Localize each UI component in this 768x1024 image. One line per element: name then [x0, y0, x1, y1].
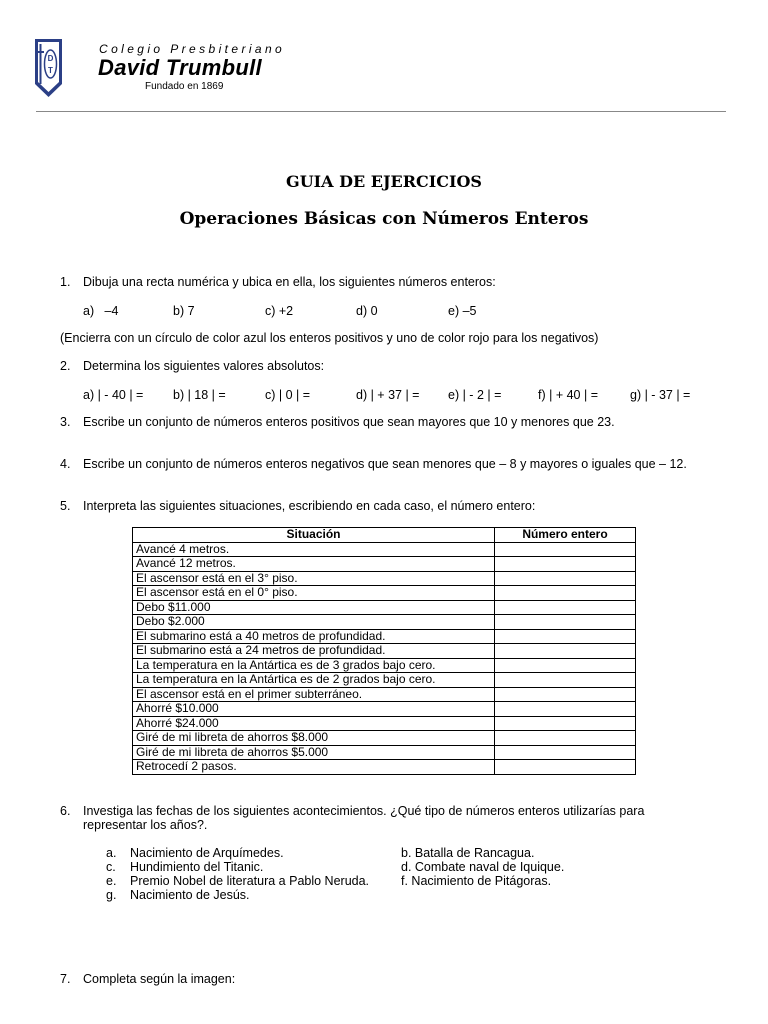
- q6-text-line1: Investiga las fechas de los siguientes acontecimientos. ¿Qué tipo de números enteros utilizarías para: [83, 804, 645, 818]
- header-divider: [36, 111, 726, 112]
- q1-text: Dibuja una recta numérica y ubica en ella, los siguientes números enteros:: [83, 275, 496, 289]
- column-header-situation: Situación: [133, 528, 495, 543]
- q6-text-line2: representar los años?.: [83, 818, 208, 832]
- q6-item-label: a.: [106, 846, 117, 860]
- q6-item-text: Nacimiento de Arquímedes.: [130, 846, 284, 860]
- answer-cell[interactable]: [495, 745, 636, 760]
- situations-table: [132, 527, 636, 775]
- answer-cell[interactable]: [495, 673, 636, 688]
- q2-option: b) | 18 | =: [173, 388, 226, 402]
- school-name-line1: Colegio Presbiteriano: [99, 42, 286, 56]
- table-row: [133, 716, 636, 731]
- q6-item-label: e.: [106, 874, 117, 888]
- table-row: [133, 600, 636, 615]
- table-row: [133, 615, 636, 630]
- q1-note: (Encierra con un círculo de color azul los enteros positivos y uno de color rojo para los negativos): [60, 331, 599, 345]
- q6-number: 6.: [60, 804, 71, 818]
- q2-number: 2.: [60, 359, 71, 373]
- table-row: [133, 673, 636, 688]
- answer-cell[interactable]: [495, 760, 636, 775]
- table-row: [133, 658, 636, 673]
- q2-option: a) | - 40 | =: [83, 388, 144, 402]
- q6-item-right: b. Batalla de Rancagua.: [401, 846, 535, 860]
- answer-cell[interactable]: [495, 557, 636, 572]
- q4-number: 4.: [60, 457, 71, 471]
- situation-cell: Giré de mi libreta de ahorros $5.000: [133, 745, 495, 760]
- page-title: GUIA DE EJERCICIOS: [286, 172, 482, 191]
- q3-text: Escribe un conjunto de números enteros positivos que sean mayores que 10 y menores que 23.: [83, 415, 615, 429]
- situation-cell: El ascensor está en el primer subterráneo.: [133, 687, 495, 702]
- page-subtitle: Operaciones Básicas con Números Enteros: [179, 209, 589, 229]
- founded-text: Fundado en 1869: [145, 81, 224, 92]
- table-row: [133, 571, 636, 586]
- q1-number: 1.: [60, 275, 71, 289]
- situation-cell: El ascensor está en el 0° piso.: [133, 586, 495, 601]
- table-row: [133, 731, 636, 746]
- table-row: [133, 557, 636, 572]
- q2-option: c) | 0 | =: [265, 388, 311, 402]
- situation-cell: Giré de mi libreta de ahorros $8.000: [133, 731, 495, 746]
- q5-text: Interpreta las siguientes situaciones, escribiendo en cada caso, el número entero:: [83, 499, 536, 513]
- answer-cell[interactable]: [495, 586, 636, 601]
- school-name-line2: David Trumbull: [98, 55, 262, 80]
- situation-cell: La temperatura en la Antártica es de 2 grados bajo cero.: [133, 673, 495, 688]
- situation-cell: Avancé 12 metros.: [133, 557, 495, 572]
- q6-item-label: g.: [106, 888, 117, 902]
- answer-cell[interactable]: [495, 629, 636, 644]
- answer-cell[interactable]: [495, 731, 636, 746]
- situation-cell: Retrocedí 2 pasos.: [133, 760, 495, 775]
- q1-option: c) +2: [265, 304, 294, 318]
- q6-item-text: Premio Nobel de literatura a Pablo Neruda.: [130, 874, 370, 888]
- table-row: [133, 760, 636, 775]
- q6-item-right: f. Nacimiento de Pitágoras.: [401, 874, 552, 888]
- situation-cell: Ahorré $24.000: [133, 716, 495, 731]
- q7-text: Completa según la imagen:: [83, 972, 236, 986]
- q6-item-text: Hundimiento del Titanic.: [130, 860, 264, 874]
- table-row: [133, 629, 636, 644]
- answer-cell[interactable]: [495, 571, 636, 586]
- q6-item-right: d. Combate naval de Iquique.: [401, 860, 565, 874]
- answer-cell[interactable]: [495, 702, 636, 717]
- table-row: [133, 644, 636, 659]
- situation-cell: Debo $2.000: [133, 615, 495, 630]
- table-row: [133, 745, 636, 760]
- q1-option: d) 0: [356, 304, 378, 318]
- answer-cell[interactable]: [495, 644, 636, 659]
- situation-cell: El ascensor está en el 3° piso.: [133, 571, 495, 586]
- situation-cell: Ahorré $10.000: [133, 702, 495, 717]
- table-row: [133, 586, 636, 601]
- q6-item-label: c.: [106, 860, 116, 874]
- column-header-number: Número entero: [495, 528, 636, 543]
- q6-item-text: Nacimiento de Jesús.: [130, 888, 250, 902]
- svg-text:T: T: [48, 66, 53, 75]
- q2-option: d) | + 37 | =: [356, 388, 420, 402]
- q7-number: 7.: [60, 972, 71, 986]
- q2-option: f) | + 40 | =: [538, 388, 598, 402]
- q3-number: 3.: [60, 415, 71, 429]
- answer-cell[interactable]: [495, 542, 636, 557]
- situation-cell: Debo $11.000: [133, 600, 495, 615]
- answer-cell[interactable]: [495, 716, 636, 731]
- situation-cell: La temperatura en la Antártica es de 3 grados bajo cero.: [133, 658, 495, 673]
- q2-option: g) | - 37 | =: [630, 388, 691, 402]
- answer-cell[interactable]: [495, 687, 636, 702]
- q1-option: b) 7: [173, 304, 195, 318]
- situation-cell: El submarino está a 40 metros de profundidad.: [133, 629, 495, 644]
- situation-cell: El submarino está a 24 metros de profundidad.: [133, 644, 495, 659]
- q2-text: Determina los siguientes valores absolutos:: [83, 359, 325, 373]
- answer-cell[interactable]: [495, 615, 636, 630]
- table-row: [133, 542, 636, 557]
- q1-option: e) –5: [448, 304, 477, 318]
- svg-text:D: D: [47, 54, 54, 63]
- table-row: [133, 702, 636, 717]
- answer-cell[interactable]: [495, 658, 636, 673]
- answer-cell[interactable]: [495, 600, 636, 615]
- q4-text: Escribe un conjunto de números enteros negativos que sean menores que – 8 y mayores o iguales que – 12.: [83, 457, 687, 471]
- q5-number: 5.: [60, 499, 71, 513]
- q2-option: e) | - 2 | =: [448, 388, 502, 402]
- table-row: [133, 687, 636, 702]
- q1-option: a) –4: [83, 304, 119, 318]
- school-logo: [34, 38, 63, 98]
- situation-cell: Avancé 4 metros.: [133, 542, 495, 557]
- table-header-row: [133, 528, 636, 543]
